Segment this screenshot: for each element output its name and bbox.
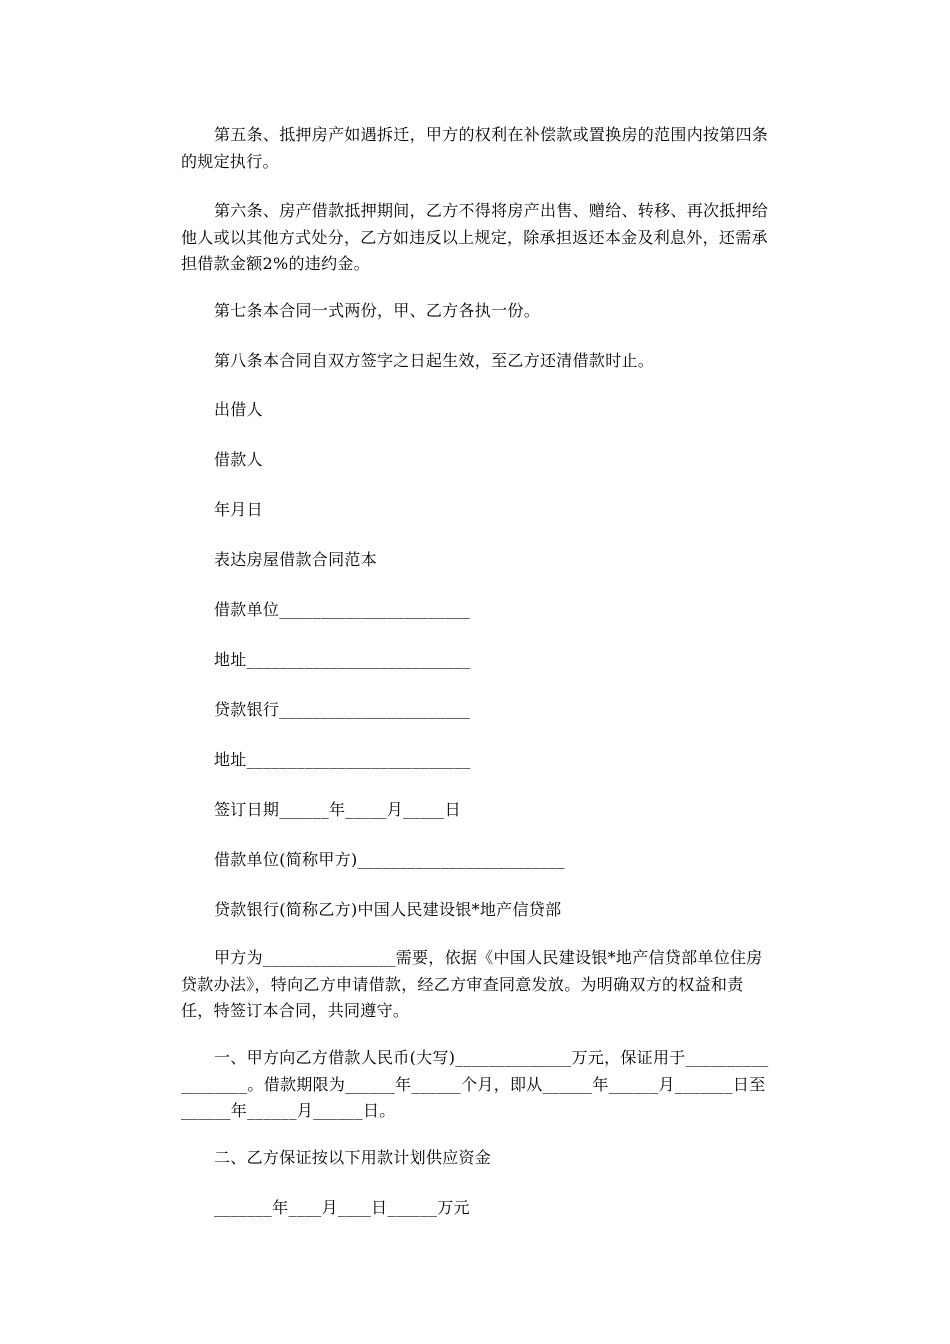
borrower-label: 借款人	[214, 450, 263, 469]
address-field-1: 地址___________________________	[214, 650, 471, 669]
contract-title: 表达房屋借款合同范本	[214, 550, 378, 569]
party-a-field: 借款单位(简称甲方)_________________________	[214, 850, 565, 869]
clause-7: 第七条本合同一式两份，甲、乙方各执一份。	[214, 301, 541, 320]
lender-label: 出借人	[214, 400, 263, 419]
lending-bank-field: 贷款银行_______________________	[214, 700, 471, 719]
address-field-2: 地址___________________________	[214, 750, 471, 769]
party-b-field: 贷款银行(简称乙方)中国人民建设银*地产信贷部	[214, 900, 562, 919]
clause-5: 第五条、抵押房产如遇拆迁，甲方的权利在补偿款或置换房的范围内按第四条的规定执行。	[181, 125, 769, 171]
article-1: 一、甲方向乙方借款人民币(大写)______________万元，保证用于__________________。借款期限为______年______个月，即从______年______月_______日至______年______月______日。	[181, 1048, 769, 1120]
article-2: 二、乙方保证按以下用款计划供应资金	[214, 1148, 492, 1167]
borrowing-unit-field: 借款单位_______________________	[214, 600, 471, 619]
date-label: 年月日	[214, 500, 263, 519]
signing-date-field: 签订日期______年_____月_____日	[214, 800, 461, 819]
fund-schedule-line: _______年____月____日______万元	[214, 1198, 470, 1217]
clause-6: 第六条、房产借款抵押期间，乙方不得将房产出售、赠给、转移、再次抵押给他人或以其他方式处分，乙方如违反以上规定，除承担返还本金及利息外，还需承担借款金额2%的违约金。	[181, 201, 769, 273]
preamble: 甲方为________________需要，依据《中国人民建设银*地产信贷部单位住房贷款办法》，特向乙方申请借款，经乙方审查同意发放。为明确双方的权益和责任，特签订本合同，共同遵守。	[181, 948, 763, 1020]
clause-8: 第八条本合同自双方签字之日起生效，至乙方还清借款时止。	[214, 351, 655, 370]
